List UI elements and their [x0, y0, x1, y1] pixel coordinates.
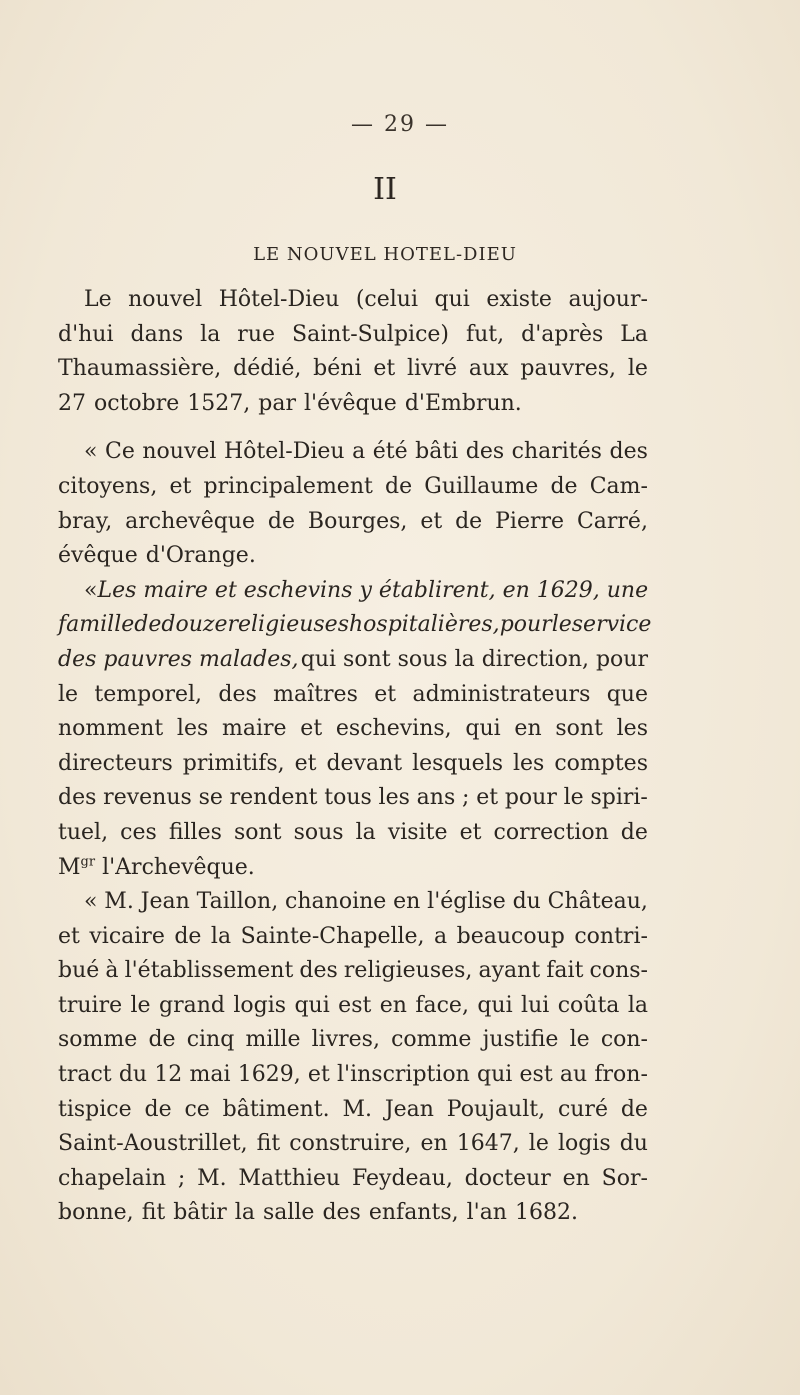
text-line: chapelain ; M. Matthieu Feydeau, docteur en Sor-	[58, 1165, 648, 1191]
text-line: truire le grand logis qui est en face, qui lui coûta la	[58, 992, 648, 1018]
text-line-mixed	[58, 643, 648, 678]
text-line-italic: famille de douze religieuses hospitalières, pour le service	[58, 612, 652, 638]
text-line: nomment les maire et eschevins, qui en sont les	[58, 716, 648, 742]
text-line: directeurs primitifs, et devant lesquels les comptes	[58, 750, 648, 776]
text-line: « M. Jean Taillon, chanoine en l'église du Château,	[84, 889, 648, 915]
abbrev-monseigneur: $M^{gr}$	[58, 854, 96, 880]
quote-mark: «	[84, 577, 98, 603]
text-line: d'hui dans la rue Saint-Sulpice) fut, d'après La	[58, 321, 648, 347]
text-line: Le nouvel Hôtel-Dieu (celui qui existe aujour-	[84, 287, 648, 312]
page-number: — 29 —	[351, 112, 449, 137]
text-line: évêque d'Orange.	[58, 543, 256, 569]
roman-text: qui sont sous la direction, pour	[300, 646, 648, 672]
text-line-italic	[58, 574, 648, 609]
body-text	[58, 283, 652, 1231]
text-line: Saint-Aoustrillet, fit construire, en 1647, le logis du	[58, 1131, 648, 1157]
text-line: des revenus se rendent tous les ans ; et pour le spiri-	[58, 785, 648, 811]
text-line: bué à l'établissement des religieuses, ayant fait cons-	[58, 958, 648, 984]
text-line: bonne, fit bâtir la salle des enfants, l'an 1682.	[58, 1200, 578, 1226]
text-line: 27 octobre 1527, par l'évêque d'Embrun.	[58, 390, 522, 416]
text-line: « Ce nouvel Hôtel-Dieu a été bâti des charités des	[84, 439, 648, 465]
italic-text: Les maire et eschevins y établirent, en 1629, une	[97, 577, 649, 603]
section-number: II	[373, 172, 397, 207]
text-line: et vicaire de la Sainte-Chapelle, a beaucoup contri-	[58, 923, 648, 949]
text-line: citoyens, et principalement de Guillaume de Cam-	[58, 473, 648, 499]
text-line: tispice de ce bâtiment. M. Jean Poujault, curé de	[58, 1096, 648, 1122]
text-line: $M^{gr}$ l'Archevêque.	[58, 851, 648, 886]
text-line: tract du 12 mai 1629, et l'inscription qui est au fron-	[58, 1062, 648, 1088]
text-line: le temporel, des maîtres et administrateurs que	[58, 681, 648, 707]
text-line: tuel, ces filles sont sous la visite et correction de	[58, 819, 648, 845]
text-line: bray, archevêque de Bourges, et de Pierre Carré,	[58, 508, 648, 534]
text-line: somme de cinq mille livres, comme justifie le con-	[58, 1027, 648, 1053]
section-title: LE NOUVEL HOTEL-DIEU	[253, 244, 517, 265]
italic-text: des pauvres malades,	[58, 646, 299, 672]
text-line: Thaumassière, dédié, béni et livré aux pauvres, le	[58, 356, 648, 382]
